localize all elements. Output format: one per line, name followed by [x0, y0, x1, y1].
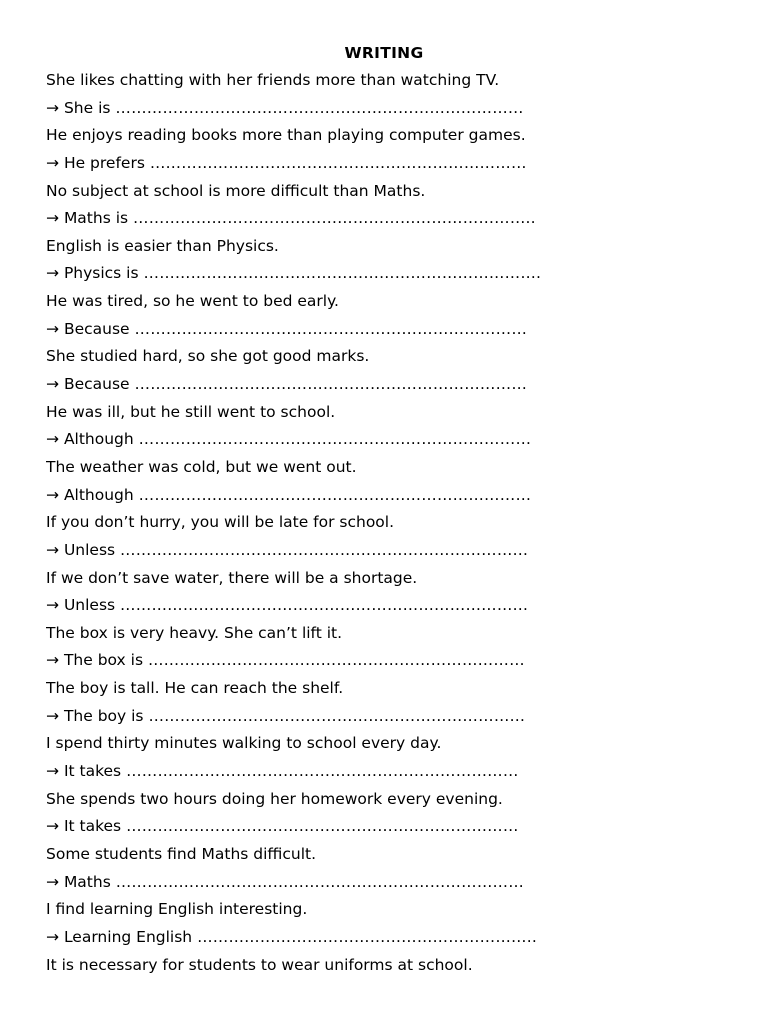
- arrow-icon: →: [46, 98, 59, 117]
- arrow-icon: →: [46, 762, 59, 781]
- original-sentence: He was tired, so he went to bed early.: [46, 292, 339, 311]
- rewrite-line: [46, 647, 726, 675]
- rewrite-prompt: The boy is: [63, 706, 144, 725]
- answer-blank[interactable]: ……………………………………………………………………: [115, 98, 524, 117]
- original-sentence: The weather was cold, but we went out.: [46, 457, 357, 476]
- arrow-icon: →: [46, 706, 59, 725]
- answer-blank[interactable]: …………………………………………………………………: [126, 762, 519, 781]
- rewrite-line: [46, 260, 726, 288]
- answer-blank[interactable]: ………………………………………………………………: [149, 153, 527, 172]
- rewrite-prompt: Physics is: [63, 264, 139, 283]
- rewrite-prompt: Because: [63, 319, 130, 338]
- rewrite-prompt: Unless: [63, 596, 116, 615]
- answer-blank[interactable]: ………………………………………………………..: [197, 927, 538, 946]
- original-sentence: The boy is tall. He can reach the shelf.: [46, 679, 344, 698]
- rewrite-prompt: Because: [63, 375, 130, 394]
- answer-blank[interactable]: …………………………………………………………………: [134, 375, 528, 394]
- rewrite-prompt: Although: [63, 485, 134, 504]
- original-sentence: She likes chatting with her friends more than watching TV.: [46, 71, 500, 89]
- answer-blank[interactable]: …………………………………………………………………: [134, 319, 528, 338]
- rewrite-line: [46, 924, 726, 952]
- answer-blank[interactable]: ………………………………………………………………: [148, 706, 526, 725]
- original-sentence: No subject at school is more difficult than Maths.: [46, 181, 426, 200]
- answer-blank[interactable]: …………………………………………………………………..: [133, 209, 536, 228]
- rewrite-line: [46, 205, 726, 233]
- rewrite-line: [46, 869, 726, 897]
- answer-blank[interactable]: …………………………………………………………………: [138, 485, 532, 504]
- rewrite-prompt: Maths: [63, 872, 111, 891]
- answer-blank[interactable]: …………………………………………………………………: [138, 430, 532, 449]
- rewrite-prompt: It takes: [63, 762, 122, 781]
- arrow-icon: →: [46, 927, 59, 946]
- original-sentence: I spend thirty minutes walking to school every day.: [46, 734, 442, 753]
- original-sentence: If we don’t save water, there will be a shortage.: [46, 568, 418, 587]
- arrow-icon: →: [46, 430, 59, 449]
- worksheet-title: WRITING: [344, 44, 424, 62]
- original-sentence: She spends two hours doing her homework every evening.: [46, 789, 503, 808]
- rewrite-prompt: Unless: [63, 540, 116, 559]
- rewrite-prompt: She is: [63, 98, 111, 117]
- original-sentence: English is easier than Physics.: [46, 236, 279, 255]
- arrow-icon: →: [46, 375, 59, 394]
- arrow-icon: →: [46, 209, 59, 228]
- arrow-icon: →: [46, 319, 59, 338]
- rewrite-line: [46, 316, 726, 344]
- original-sentence: He was ill, but he still went to school.: [46, 402, 336, 421]
- original-sentence: I find learning English interesting.: [46, 900, 308, 919]
- answer-blank[interactable]: ……………………………………………………………………: [120, 596, 529, 615]
- rewrite-line: [46, 95, 726, 123]
- rewrite-prompt: Learning English: [63, 927, 193, 946]
- rewrite-line: [46, 150, 726, 178]
- original-sentence: She studied hard, so she got good marks.: [46, 347, 370, 366]
- rewrite-prompt: He prefers: [63, 153, 145, 172]
- arrow-icon: →: [46, 596, 59, 615]
- arrow-icon: →: [46, 153, 59, 172]
- exercise-list: [46, 67, 726, 979]
- rewrite-line: [46, 426, 726, 454]
- original-sentence: If you don’t hurry, you will be late for school.: [46, 513, 395, 532]
- rewrite-line: [46, 758, 726, 786]
- rewrite-line: [46, 537, 726, 565]
- arrow-icon: →: [46, 872, 59, 891]
- answer-blank[interactable]: ………………………………………………………………: [147, 651, 525, 670]
- rewrite-prompt: Maths is: [63, 209, 129, 228]
- arrow-icon: →: [46, 264, 59, 283]
- answer-blank[interactable]: …………………………………………………………………: [126, 817, 519, 836]
- original-sentence: It is necessary for students to wear uniforms at school.: [46, 955, 473, 974]
- rewrite-line: [46, 592, 726, 620]
- answer-blank[interactable]: ……………………………………………………………………: [115, 872, 524, 891]
- arrow-icon: →: [46, 817, 59, 836]
- rewrite-line: [46, 482, 726, 510]
- original-sentence: Some students find Maths difficult.: [46, 844, 317, 863]
- arrow-icon: →: [46, 651, 59, 670]
- original-sentence: He enjoys reading books more than playing computer games.: [46, 126, 526, 145]
- answer-blank[interactable]: ……………………………………………………………………: [120, 540, 529, 559]
- original-sentence: The box is very heavy. She can’t lift it.: [46, 623, 343, 642]
- rewrite-line: [46, 371, 726, 399]
- arrow-icon: →: [46, 540, 59, 559]
- rewrite-prompt: It takes: [63, 817, 122, 836]
- rewrite-line: [46, 813, 726, 841]
- rewrite-line: [46, 703, 726, 731]
- rewrite-prompt: Although: [63, 430, 134, 449]
- arrow-icon: →: [46, 485, 59, 504]
- answer-blank[interactable]: ………………………………………………………………….: [143, 264, 542, 283]
- rewrite-prompt: The box is: [63, 651, 144, 670]
